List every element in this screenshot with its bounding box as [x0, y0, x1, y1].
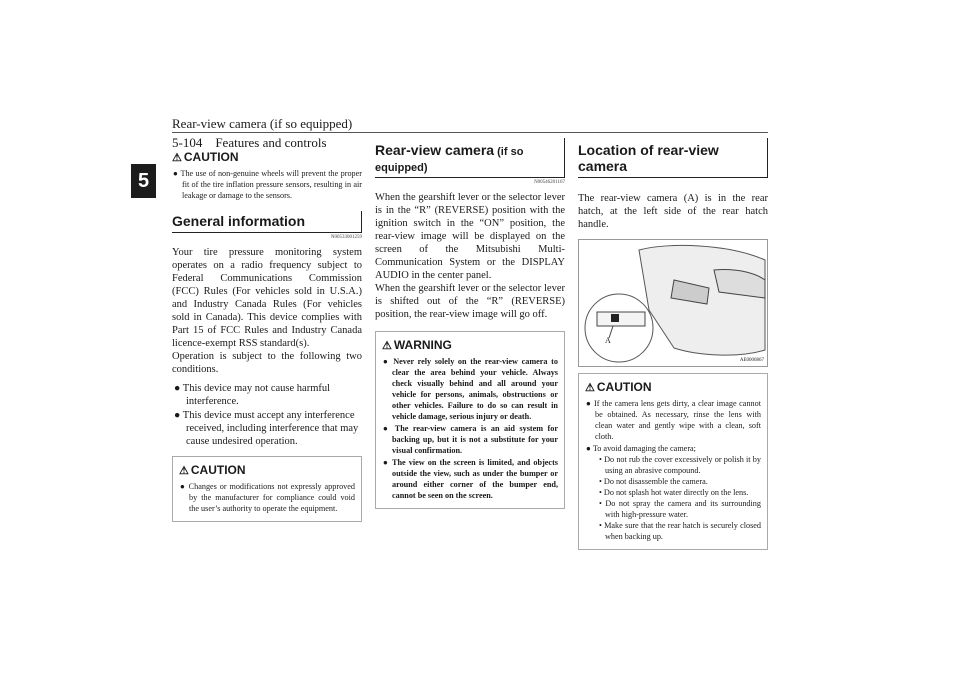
column-1 — [172, 150, 362, 522]
caution-item: ● If the camera lens gets dirty, a clear image cannot be obtained. As necessary, rinse the lens with clean water and gently wipe with a clean, soft cloth. — [586, 399, 761, 441]
caution-triangle-icon: ⚠ — [585, 382, 595, 394]
caution-subitem: • Do not disassemble the camera. — [599, 477, 708, 486]
warning-title: ⚠ WARNING — [382, 338, 452, 352]
warning-box — [375, 331, 565, 509]
caution-triangle-icon: ⚠ — [172, 152, 182, 164]
body-text: Your tire pressure monitoring system operates on a radio frequency subject to Federal Communications Commission (FCC) Rules (For vehicles sold in U.S.A.) and Industry Canada Rules (For vehicles sold in Canada). This device complies with Part 15 of FCC Rules and Industry Canada licence-exempt RSS standard(s). — [172, 247, 362, 349]
bullet-item: ● This device must accept any interference received, including interference that may cause undesired operation. — [174, 410, 359, 447]
section-heading: Rear-view camera (if so equipped) — [375, 138, 565, 178]
chapter-tab: 5 — [131, 164, 156, 198]
section-code: N00546201167 — [534, 180, 565, 185]
caution-box-3 — [578, 373, 768, 550]
warning-item: ● The view on the screen is limited, and objects outside the view, such as under the bumper or around either corner of the bumper end, cannot be seen on the screen. — [383, 458, 558, 500]
warning-triangle-icon: ⚠ — [382, 340, 392, 352]
section-heading: General information — [172, 211, 362, 233]
running-title: Rear-view camera (if so equipped) — [172, 116, 353, 131]
footer-title: 5-104 Features and controls — [172, 135, 327, 150]
caution-subitem: • Make sure that the rear hatch is securely closed when backing up. — [599, 521, 761, 541]
callout-label-a: A — [605, 336, 611, 345]
caution-title: ⚠ CAUTION — [172, 150, 239, 164]
header-rule — [172, 132, 768, 133]
caution-triangle-icon: ⚠ — [179, 465, 189, 477]
warning-item: ● The rear-view camera is an aid system for backing up, but it is not a substitute for your visual confirmation. — [383, 424, 558, 455]
body-text-2: When the gearshift lever or the selector lever is shifted out of the “R” (REVERSE) position, the rear-view image will go off. — [375, 283, 565, 320]
caution-title: ⚠ CAUTION — [179, 463, 246, 477]
warning-item: ● Never rely solely on the rear-view camera to clear the area behind your vehicle. Always check visually behind and all around your vehicle for persons, animals, obstructions or other vehicles. Failure to do so can result in vehicle damage, serious injury or death. — [383, 357, 558, 421]
rear-hatch-illustration — [579, 240, 767, 366]
bullet-item: ● This device may not cause harmful interference. — [174, 383, 331, 407]
caution-subitem: • Do not rub the cover excessively or polish it by using an abrasive compound. — [599, 455, 761, 475]
column-3 — [578, 138, 768, 550]
caution-title: ⚠ CAUTION — [585, 380, 652, 394]
caution-subitem: • Do not spray the camera and its surrounding with high-pressure water. — [599, 499, 761, 519]
section-code: N00533001259 — [330, 235, 362, 240]
figure-code: AE0000867 — [739, 358, 764, 363]
caution-item: ● The use of non-genuine wheels will prevent the proper fit of the tire inflation pressure sensors, resulting in air leakage or damage to the sensors. — [173, 169, 362, 200]
caution-item: ● To avoid damaging the camera; • Do not rub the cover excessively or polish it by using an abrasive compound. • Do not disassemble the camera. • Do not splash hot water directly on the lens. • Do not spray the camera and its surrounding with high-pressure water. • Make sure that the rear hatch is securely closed when backing up. — [586, 444, 761, 541]
camera-location-figure — [578, 239, 768, 367]
body-text-2: Operation is subject to the following two conditions. — [172, 351, 362, 375]
caution-item: ● Changes or modifications not expressly approved by the manufacturer for compliance could void the user’s authority to operate the equipment. — [180, 482, 355, 513]
section-heading: Location of rear-view camera — [578, 138, 768, 178]
body-text: When the gearshift lever or the selector lever is in the “R” (REVERSE) position with the ignition switch in the “ON” position, the rear-view image will be displayed on the screen of the Mitsubishi Multi-Communication System or the DISPLAY AUDIO in the center panel. — [375, 192, 565, 281]
caution-box-1 — [172, 150, 362, 201]
body-text: The rear-view camera (A) is in the rear hatch, at the left side of the rear hatch handle. — [578, 193, 768, 230]
caution-box-2 — [172, 456, 362, 522]
column-2 — [375, 138, 565, 509]
caution-subitem: • Do not splash hot water directly on the lens. — [599, 488, 749, 497]
